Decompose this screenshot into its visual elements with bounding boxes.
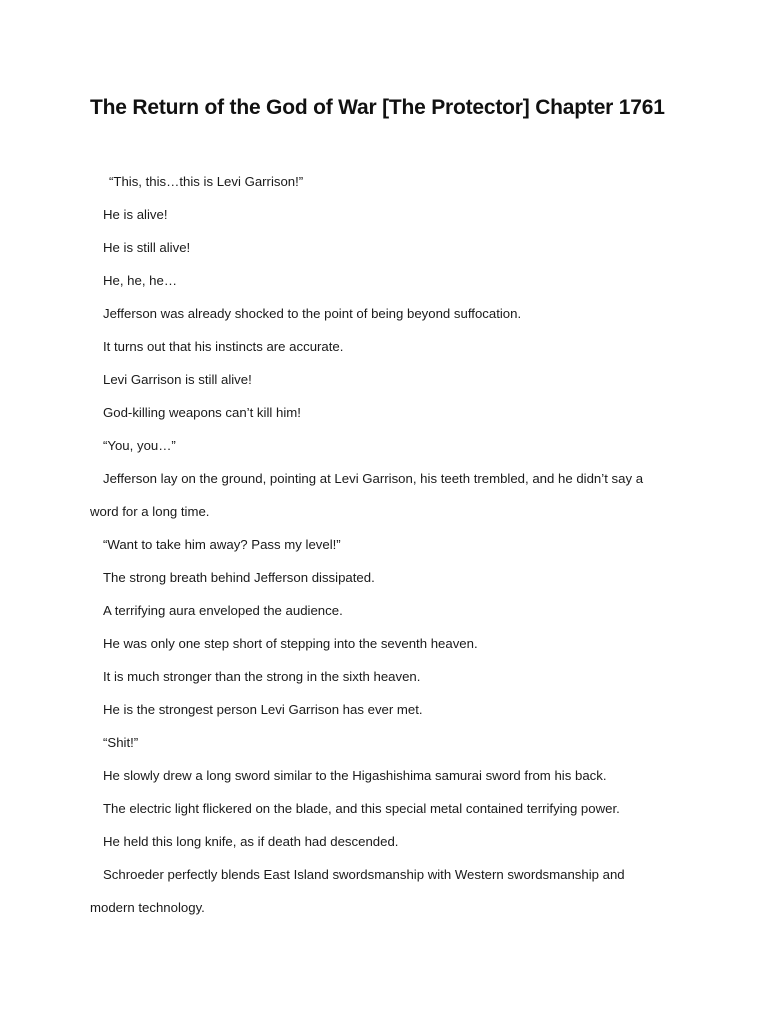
paragraph: Jefferson was already shocked to the point of being beyond suffocation. xyxy=(103,306,522,321)
paragraph: Schroeder perfectly blends East Island swordsmanship with Western swordsmanship and modern technology. xyxy=(90,867,625,915)
paragraph: Levi Garrison is still alive! xyxy=(103,372,252,387)
paragraph: Jefferson lay on the ground, pointing at Levi Garrison, his teeth trembled, and he didn’t say a word for a long time. xyxy=(90,471,644,519)
paragraph: The electric light flickered on the blade, and this special metal contained terrifying power. xyxy=(103,801,620,816)
paragraph: He is still alive! xyxy=(103,240,191,255)
paragraph: He, he, he… xyxy=(103,273,178,288)
paragraph: “This, this…this is Levi Garrison!” xyxy=(109,174,304,189)
paragraph: “Shit!” xyxy=(103,735,139,750)
paragraph: He is alive! xyxy=(103,207,168,222)
paragraph: He is the strongest person Levi Garrison has ever met. xyxy=(103,702,423,717)
chapter-body xyxy=(90,165,690,924)
paragraph: It is much stronger than the strong in the sixth heaven. xyxy=(103,669,421,684)
paragraph: God-killing weapons can’t kill him! xyxy=(103,405,301,420)
paragraph: “Want to take him away? Pass my level!” xyxy=(103,537,341,552)
page-title: The Return of the God of War [The Protector] Chapter 1761 xyxy=(90,96,665,119)
paragraph: “You, you…” xyxy=(103,438,176,453)
paragraph: The strong breath behind Jefferson dissipated. xyxy=(103,570,375,585)
paragraph: He slowly drew a long sword similar to the Higashishima samurai sword from his back. xyxy=(103,768,607,783)
paragraph: A terrifying aura enveloped the audience. xyxy=(103,603,343,618)
paragraph: He was only one step short of stepping into the seventh heaven. xyxy=(103,636,478,651)
paragraph: He held this long knife, as if death had descended. xyxy=(103,834,399,849)
paragraph: It turns out that his instincts are accurate. xyxy=(103,339,344,354)
